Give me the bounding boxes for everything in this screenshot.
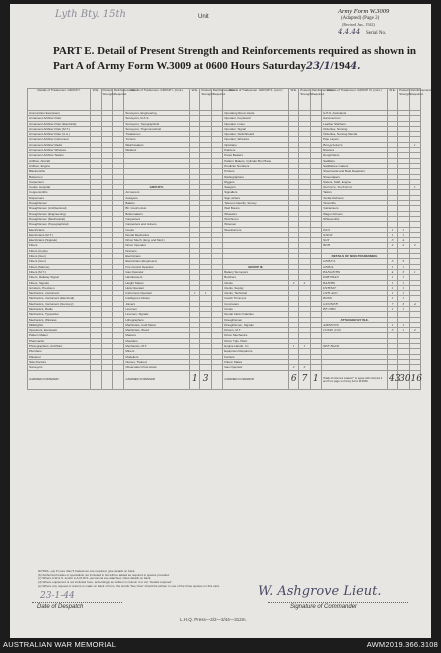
trade-name-cell: Radiographers [223,174,289,179]
unit-label: Unit [198,14,209,20]
trade-name-cell: Armament Artificer Fitter (M.T.) [28,126,91,131]
carry-value-4a: 43 [388,370,398,389]
trade-name-cell: Operator, Lines [223,121,289,126]
title-line-1: PART E. Detail of Present Strength and Reinforcements required as shown in [53,45,417,57]
value-cell: 4 [388,269,398,274]
trade-name-cell: BOSS [322,296,388,301]
print-line: L.H.Q. Press—2/2—3/44—312m. [180,617,247,622]
trade-name-cell: Printers [223,169,289,174]
trade-name-cell: Driver Operator [124,243,190,248]
trade-name-cell: Nurses, Trained [124,359,190,364]
col-header-we: W.E. [289,89,299,111]
trade-name-cell: Cooks [223,306,289,311]
value-cell: 1 [388,275,398,280]
trade-name-cell: Armament Artificer Instrument [28,137,91,142]
trade-name-cell: Saddletree makers [322,163,388,168]
trade-name-cell: Electricians (Signals) [28,238,91,243]
col-header-details-g2c: Details of Tradesmen. GROUP II. (cont.) [223,89,289,111]
trade-name-cell: Saddlers [322,158,388,163]
trade-name-cell: Woodturners [223,227,289,232]
trade-name-cell: Plumbers [28,349,91,354]
trade-name-cell: GNR/CL [322,259,388,264]
value-cell: 3 [388,259,398,264]
col-header-details-g1c: Details of Tradesmen. GROUP I. (cont.) [124,89,190,111]
signature-label: Signature of Commander [290,604,358,610]
carry-label-4: Totals of columns marked * to agree with columns 4 and 5 on page 1 of Army Form W.3009. [322,370,388,389]
trade-name-cell: Mechanics, Instrument [28,291,91,296]
col-header-we: W.E. [190,89,200,111]
trade-name-cell: Operator, Signal [223,126,289,131]
trade-name-cell: Pharmacist [28,338,91,343]
value-cell: 3 [388,328,398,333]
trade-name-cell: Signallers [223,190,289,195]
trade-name-cell: Fitters (M.T.) [28,269,91,274]
carry-label-3: CARRIED FORWARD [223,370,289,389]
trade-name-cell: Mechanics, Radio [28,306,91,311]
form-adapted: (Adapted) (Page 2) [341,16,380,21]
trade-name-cell: Sawyers [223,185,289,190]
carry-value-2b: 3 [200,370,211,389]
despatch-date-line [32,602,122,603]
trade-name-cell: Tailors [322,190,388,195]
table-header-row [28,89,421,111]
trade-name-cell: Battery Surveyors [223,269,289,274]
value-cell: 3 [398,259,409,264]
form-sheet [10,4,431,638]
value-cell: 2 [289,280,299,285]
trade-name-cell: Welders [124,148,190,153]
col-header-posted: Posted Strength. [398,89,409,111]
trade-name-cell: Observation Post Assts. [124,365,190,370]
trade-name-cell: Orderlies, Nursing Mental [322,132,388,137]
trade-name-cell: ATTACHED BY W.E. [322,317,388,322]
trade-name-cell: Armament Artificer Wireless [28,148,91,153]
trade-name-cell: Draughtsmen [223,317,289,322]
carry-value-4c: 16 [409,370,420,389]
carry-value-3b: 7 [299,370,310,389]
trade-name-cell: Surveyors [28,365,91,370]
trade-name-cell: GROUP III. [223,264,289,269]
note-line: (e) Where any request or returns is made on back of form, the words 'See Over' should be written in one of the three spaces on this card. [38,583,220,588]
value-cell: 2 [409,328,420,333]
value-cell: 2 [388,243,398,248]
trade-name-cell: Linemen, Signals [124,312,190,317]
despatch-date-label: Date of Despatch [37,604,84,610]
trade-name-cell: GNR/A [322,264,388,269]
value-cell: 1 [398,232,409,237]
trade-name-cell: Electricians (Engineers) [124,259,190,264]
trade-name-cell: AMBICNS [322,322,388,327]
trade-name-cell: Butchers [223,275,289,280]
trade-name-cell: Driver Tpls. Plant [223,338,289,343]
trade-name-cell: Grinders, Precision [28,285,91,290]
handwritten-unit: Lyth Bty. 15th [55,9,126,20]
trade-name-cell: Draughtsmen (Architectural) [28,206,91,211]
trade-name-cell: Fitters' Mates [223,359,289,364]
trade-name-cell: Instrument Operator [124,291,190,296]
trade-name-cell: DETAILS OF NON-TRADESMEN. [322,254,388,259]
trade-name-cell: Electricians [28,227,91,232]
trade-name-cell: Electricians (M.T.) [28,232,91,237]
col-header-posted: Posted Strength. [200,89,211,111]
value-cell: 1 [398,291,409,296]
trade-name-cell: Fitters (Marine) [28,264,91,269]
col-header-details-g1: Details of Tradesmen. GROUP I. [28,89,91,111]
trade-name-cell: PARTMAN [322,275,388,280]
trade-name-cell: G.P.O. Assistants [322,111,388,116]
carry-forward-row [28,370,421,389]
trade-name-cell: Blr. Cook's Asst. [124,206,190,211]
archive-id: AWM2019.366.3108 [366,640,438,649]
trade-name-cell: Fitters (Gun) [28,254,91,259]
trade-name-cell: Coppersmiths [28,190,91,195]
trade-name-cell: Painters [223,148,289,153]
trade-name-cell: Sisters, Staff, Engine [322,179,388,184]
trade-name-cell: Lithographers [124,317,190,322]
trade-name-cell: Intelligence Duties [124,296,190,301]
trade-name-cell: Surveyors, R.A.S. [124,116,190,121]
trade-name-cell: Riveters [322,148,388,153]
value-cell: 1 [388,291,398,296]
strength-table [27,88,432,390]
trade-name-cell: Dispensers [28,195,91,200]
trade-name-cell: Artificer, Engine [28,163,91,168]
trade-name-cell: Carpenters and Joiners [124,222,190,227]
trade-name-cell: GUNNER [322,301,388,306]
trade-name-cell: Miners [124,349,190,354]
trade-name-cell: Dental Mechanics [124,232,190,237]
value-cell: 1 [409,269,420,274]
trade-name-cell: Surveyors, Topographical [124,121,190,126]
form-revised: (Revised Jan., 1942) [342,22,375,27]
value-cell: 1 [388,280,398,285]
trade-name-cell: Shoemakers [322,174,388,179]
trade-name-cell: Operator, Keyboard [223,116,289,121]
trade-name-cell: SGT [322,238,388,243]
trade-name-cell: Armourers [124,190,190,195]
value-cell: 1 [388,322,398,327]
trade-name-cell: Wiremen [223,222,289,227]
trade-name-cell: Fitters [28,243,91,248]
value-cell: 2 [289,365,299,370]
carry-value-4b: 30 [398,370,409,389]
value-cell: 1 [409,142,420,147]
trade-name-cell: Mechanics, Wireless [28,317,91,322]
trade-name-cell: Bakers [124,201,190,206]
trade-name-cell: Ammunition Examiners [28,111,91,116]
value-cell: 1 [398,306,409,311]
trade-name-cell: Artificer, Aircraft [28,158,91,163]
trade-name-cell: Panel Beaters [223,153,289,158]
trade-name-cell: Farriers [223,354,289,359]
serial-label: Serial No. [366,31,387,36]
trade-name-cell: Operator, Switchboard [223,132,289,137]
value-cell: 1 [388,306,398,311]
note-line: (d) Where equipment is not included here, accordingly as written in column 4 or col. 'Details required'. [38,580,173,585]
form-name: Army Form W.3009 [338,8,390,15]
trade-name-cell: Mechanics, Typewriter [28,312,91,317]
note-line: (c) Where A.W.A.S. and/or A.A.M.W.S. personnel are attached, show details on back. [38,576,152,581]
trade-name-cell: Surveyors, Engineering [124,111,190,116]
trade-name-cell: Plasterer [28,354,91,359]
col-header-details-g3c: Details of Tradesmen. GROUP III. (cont.) [322,89,388,111]
trade-name-cell: Pattern Makers, Cylinder Bor Plane [223,158,289,163]
trade-name-cell: Cooks [124,227,190,232]
trade-name-cell: Clerks [223,280,289,285]
value-cell: 1 [409,185,420,190]
trade-name-cell: Concreters [223,301,289,306]
trade-name-cell: Drainers [124,248,190,253]
col-header-reinf: Reinforcements Required. [409,89,420,111]
trade-name-cell: BAR/RS [322,280,388,285]
trade-name-cell: Draughtsmen [28,201,91,206]
trade-name-cell: WOI [322,227,388,232]
trade-name-cell: Hairdressers [124,275,190,280]
trade-name-cell: Machinists, Wood [124,328,190,333]
trade-name-cell: Coach Trimmers [223,296,289,301]
trade-name-cell: Blacksmiths [28,169,91,174]
trade-name-cell: Orderlies, Nursing [322,126,388,131]
col-header-posted: Posted Strength. [101,89,112,111]
trade-name-cell: Well Borers [223,206,289,211]
trade-name-cell: Mechanics, Instrument (Gunnery) [28,301,91,306]
trade-name-cell: Dental Clerk Orderlies [223,312,289,317]
note-line: (b) Authorized trades or specialists not included in list will be added as required in spaces provided. [38,572,170,577]
trade-name-cell: Boilermakers [124,211,190,216]
trade-name-cell: OVR AOC [322,291,388,296]
trade-name-cell: Tradesmen [124,132,190,137]
trade-name-cell: Gas Operator [223,365,289,370]
trade-name-cell: Wheelers [223,211,289,216]
value-cell: 1 [190,291,200,296]
value-cell: 1 [388,232,398,237]
value-cell: 7 [388,301,398,306]
trade-name-cell: Electricians [124,254,190,259]
value-cell: 2 [299,365,310,370]
col-header-we: W.E. [91,89,101,111]
col-header-reinf: Reinforcements Required. [310,89,321,111]
trade-name-cell: Gas Operator [124,269,190,274]
trade-name-cell: Rangetakers [322,142,388,147]
value-cell: 1 [388,227,398,232]
title-line-2-prefix: Part A of Army Form W.3009 at 0600 Hours Saturday [53,60,306,72]
title-line-2 [53,60,361,72]
carry-value-3a: 6 [289,370,299,389]
value-cell: 2 [299,280,310,285]
trade-name-cell: Leather Stitchers [322,121,388,126]
trade-name-cell: Drivers, M.T. [223,328,289,333]
trade-name-cell: Draughtsmen, Signals [223,322,289,327]
trade-name-cell: Hammermen [322,116,388,121]
value-cell: 1 [398,285,409,290]
trade-name-cell: RE ORD [322,306,388,311]
trade-name-cell: Clerks, Technical [223,291,289,296]
trade-name-cell: DVR/MT [322,285,388,290]
trade-name-cell: Fire Control Operator [124,264,190,269]
trade-name-cell: Equipment Repairers [223,349,289,354]
col-header-posted: Posted Strength. [299,89,310,111]
value-cell: 1 [388,264,398,269]
trade-name-cell: GROUP II. [124,185,190,190]
value-cell: 1 [299,344,310,349]
trade-name-cell: Fitters, Signals [28,280,91,285]
trade-name-cell: Roughriders [322,153,388,158]
trade-name-cell: Cooks, Hospital [28,185,91,190]
trade-name-cell: S/SGT [322,232,388,237]
trade-name-cell: Joiners [124,301,190,306]
trade-name-cell: Wagon Drivers [322,211,388,216]
trade-name-cell: Linemen [124,306,190,311]
value-cell: 1 [398,328,409,333]
trade-name-cell: Armament Artificer Station [28,153,91,158]
value-cell: 1 [398,227,409,232]
trade-name-cell: Hula Operator [124,285,190,290]
carry-label-2: CARRIED FORWARD [124,370,190,389]
trade-name-cell: Photographers, Aid Plant [28,344,91,349]
trade-name-cell: Modellers [124,354,190,359]
col-header-we: W.E. [388,89,398,111]
carry-value-2a: 1 [190,370,200,389]
trade-name-cell: Pipe Layers [322,137,388,142]
archive-caption: AUSTRALIAN WAR MEMORIAL [3,640,117,649]
trade-name-cell: Watchmakers [124,142,190,147]
serial-value: 4.4.44 [338,28,361,36]
trade-name-cell: BDR [322,243,388,248]
trade-name-cell: Operating Room Assts. [223,111,289,116]
trade-name-cell: Moulders [124,338,190,343]
commander-signature: W. Ashgrove Lieut. [258,584,382,599]
trade-name-cell: Armament Artificer Fitter (Electrical) [28,121,91,126]
value-cell: 3 [388,238,398,243]
trade-name-cell: Mechanics, M.T. [124,344,190,349]
trade-name-cell: Mechanics, Instrument (Electrical) [28,296,91,301]
trade-name-cell: Telecom Identify, Survey [223,201,289,206]
trade-name-cell: Carpenters [28,179,91,184]
trade-name-cell: Clerks, Supply [223,285,289,290]
trade-name-cell: Predictor Numbers [223,163,289,168]
trade-name-cell: Riggers [223,179,289,184]
value-cell: 1 [289,344,299,349]
note-line: NOTES—(a) If more than 5 tradesmen are required, give details on back. [38,569,136,573]
trade-name-cell: COMS (CD) [322,328,388,333]
carry-label-1: CARRIED FORWARD [28,370,91,389]
value-cell: 1 [398,322,409,327]
trade-name-cell: RANGE/RS [322,269,388,274]
trade-name-cell: Starters, Technical [322,185,388,190]
trade-name-cell: Textile Refiners [322,195,388,200]
trade-name-cell: Driver Mech. (Eng. and Mod.) [124,238,190,243]
trade-name-cell: Opticians [223,142,289,147]
trade-name-cell: Draughtsmen (Engineering) [28,211,91,216]
trade-name-cell: Boilermen [28,174,91,179]
trade-name-cell: Armament Artificer Fitter [28,116,91,121]
trade-name-cell: Assayers [124,195,190,200]
trade-name-cell: Machinists, Cold Metal [124,322,190,327]
trade-name-cell: Winchmen [223,216,289,221]
carry-value-3c: 1 [310,370,321,389]
col-header-reinf: Reinforcements Required. [211,89,222,111]
trade-name-cell: Operators, Excavator [28,328,91,333]
value-cell: 1 [388,285,398,290]
trade-name-cell: Armament Artificer Radio [28,142,91,147]
trade-name-cell: Engine Hands, I.C. [223,344,289,349]
trade-name-cell: Fitters (Cycle) [28,248,91,253]
title-year-suffix: 4. [350,61,361,72]
trade-name-cell: Sign-writers [223,195,289,200]
signature-line [268,602,408,603]
value-cell: 2 [409,243,420,248]
trade-name-cell: Driver Mechanics [223,333,289,338]
value-cell: 1 [388,296,398,301]
title-year-prefix: /194 [330,60,351,72]
trade-name-cell: Draughtsmen (Topographical) [28,222,91,227]
value-cell: 1 [398,296,409,301]
trade-name-cell: Surveyors, Trigonometrical [124,126,190,131]
value-cell: 1 [398,264,409,269]
trade-name-cell: Fitters (Gun) [28,259,91,264]
trade-name-cell: Height Takers [124,280,190,285]
value-cell: 3 [398,269,409,274]
trade-name-cell: Sheetmetal and Boat Repairers [322,169,388,174]
trade-name-cell: Masons [124,333,190,338]
trade-name-cell: Operator, Wireless [223,137,289,142]
trade-name-cell: Saw Doctors [28,359,91,364]
trade-name-cell: Fitters, Railway Signal [28,275,91,280]
trade-name-cell: Pattern Maker [28,333,91,338]
trade-name-cell: Whitesmiths [322,216,388,221]
value-cell: 1 [398,280,409,285]
value-cell: 2 [398,243,409,248]
trade-name-cell: Vulcanisers [322,206,388,211]
value-cell: 4 [398,238,409,243]
value-cell: 4 [409,301,420,306]
despatch-date-value: 23-1-44 [40,591,75,601]
value-cell: 3 [398,301,409,306]
value-cell: 1 [200,291,211,296]
col-header-reinf: Reinforcements Required. [112,89,123,111]
trade-name-cell: Armament Artificer Fitter (A.A.) [28,132,91,137]
trade-name-cell: Turners [124,137,190,142]
trade-name-cell: Millwrights [28,322,91,327]
value-cell: 1 [398,275,409,280]
title-date: 23/1 [306,61,331,72]
trade-name-cell: Carpenters [124,216,190,221]
trade-name-cell: Tinsmiths [322,201,388,206]
trade-name-cell: SEE BACK [322,344,388,349]
trade-name-cell: Draughtsmen (Mechanical) [28,216,91,221]
